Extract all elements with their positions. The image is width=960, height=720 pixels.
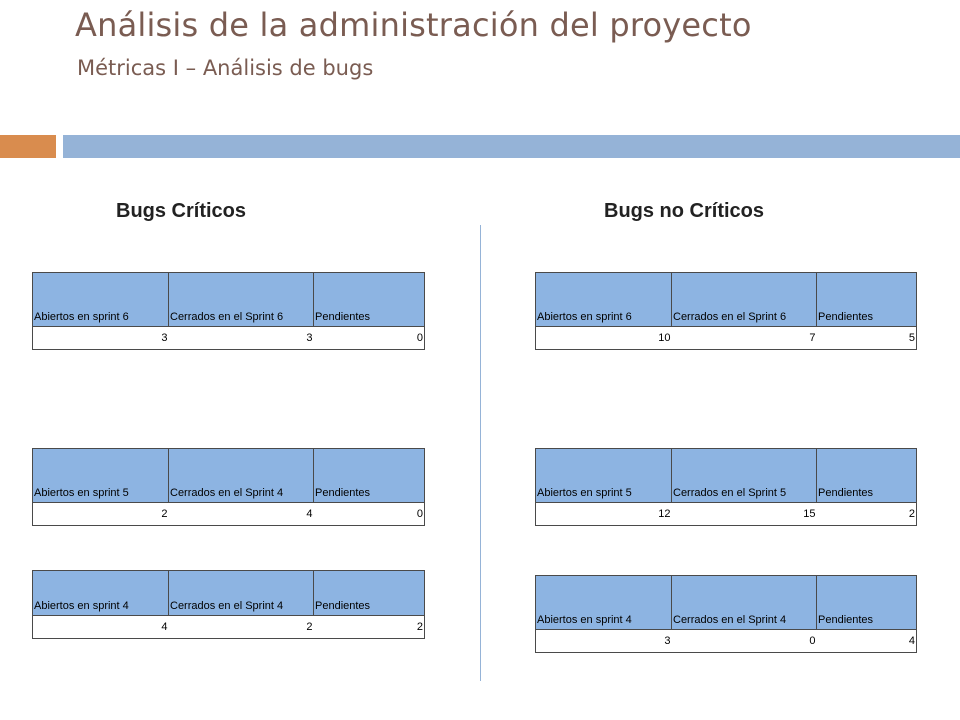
table-cell: 7 xyxy=(672,327,817,350)
table-cell: 4 xyxy=(817,630,917,653)
column-header: Pendientes xyxy=(817,449,917,503)
critical-table-sprint-6 xyxy=(32,272,425,350)
column-header: Abiertos en sprint 6 xyxy=(536,273,672,327)
noncritical-table-sprint-5 xyxy=(535,448,917,526)
accent-bar-blue xyxy=(63,135,960,158)
table-cell: 2 xyxy=(817,503,917,526)
critical-table-sprint-4 xyxy=(32,570,425,639)
column-header: Abiertos en sprint 4 xyxy=(536,576,672,630)
column-header: Cerrados en el Sprint 5 xyxy=(672,449,817,503)
critical-bugs-heading: Bugs Críticos xyxy=(116,200,247,222)
column-header: Cerrados en el Sprint 6 xyxy=(672,273,817,327)
table-cell: 5 xyxy=(817,327,917,350)
section-divider xyxy=(480,225,481,681)
table-cell: 2 xyxy=(169,616,314,639)
table-cell: 10 xyxy=(536,327,672,350)
table-cell: 4 xyxy=(33,616,169,639)
column-header: Pendientes xyxy=(314,571,425,616)
column-header: Cerrados en el Sprint 4 xyxy=(169,449,314,503)
table-cell: 2 xyxy=(314,616,425,639)
column-header: Abiertos en sprint 5 xyxy=(33,449,169,503)
column-header: Abiertos en sprint 4 xyxy=(33,571,169,616)
table-cell: 3 xyxy=(169,327,314,350)
accent-bar-orange xyxy=(0,135,56,158)
table-cell: 12 xyxy=(536,503,672,526)
table-cell: 15 xyxy=(672,503,817,526)
critical-table-sprint-5 xyxy=(32,448,425,526)
page-subtitle: Métricas I – Análisis de bugs xyxy=(77,56,374,80)
noncritical-table-sprint-4 xyxy=(535,575,917,653)
table-cell: 4 xyxy=(169,503,314,526)
column-header: Cerrados en el Sprint 4 xyxy=(169,571,314,616)
table-cell: 0 xyxy=(672,630,817,653)
table-cell: 2 xyxy=(33,503,169,526)
column-header: Pendientes xyxy=(314,273,425,327)
column-header: Pendientes xyxy=(817,576,917,630)
column-header: Pendientes xyxy=(314,449,425,503)
noncritical-table-sprint-6 xyxy=(535,272,917,350)
column-header: Abiertos en sprint 5 xyxy=(536,449,672,503)
column-header: Cerrados en el Sprint 4 xyxy=(672,576,817,630)
column-header: Pendientes xyxy=(817,273,917,327)
noncritical-bugs-heading: Bugs no Críticos xyxy=(604,200,765,222)
table-cell: 3 xyxy=(33,327,169,350)
table-cell: 0 xyxy=(314,503,425,526)
column-header: Abiertos en sprint 6 xyxy=(33,273,169,327)
column-header: Cerrados en el Sprint 6 xyxy=(169,273,314,327)
page-title: Análisis de la administración del proyecto xyxy=(75,6,752,44)
table-cell: 3 xyxy=(536,630,672,653)
table-cell: 0 xyxy=(314,327,425,350)
